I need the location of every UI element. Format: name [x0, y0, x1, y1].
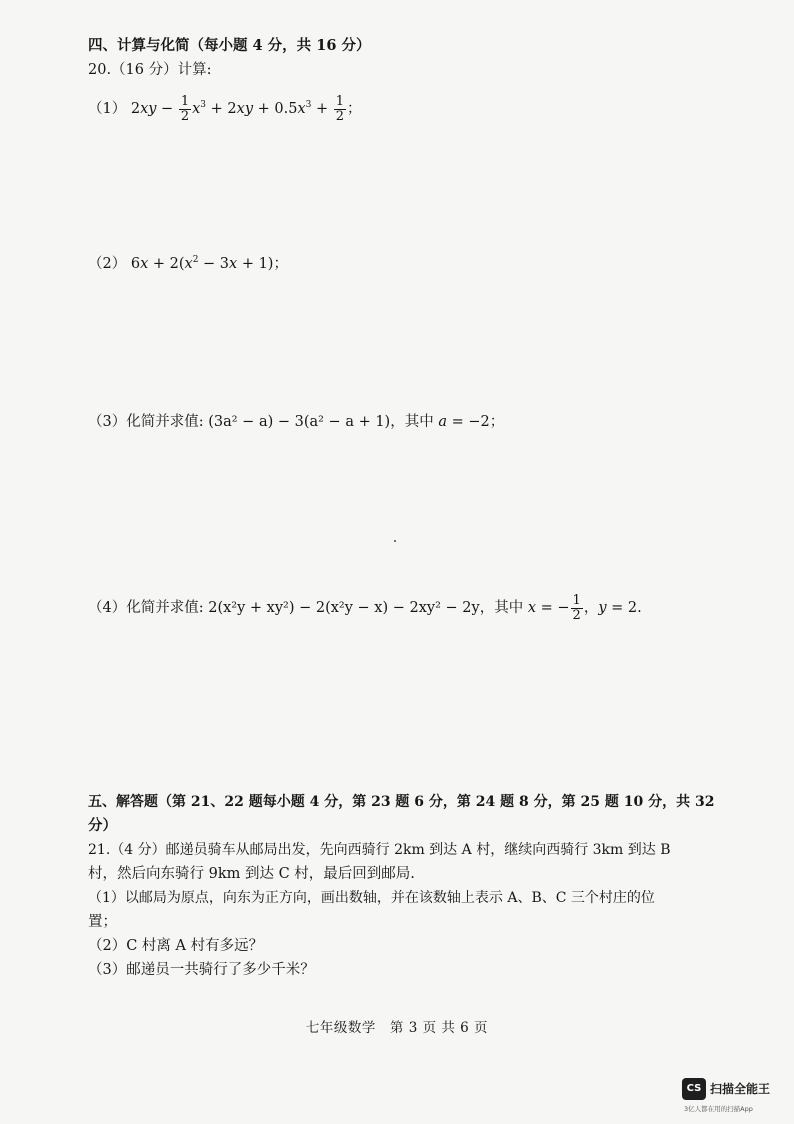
scan-speck [394, 540, 396, 542]
cs-badge-icon: CS [682, 1078, 706, 1100]
question-21-sub-3: （3）邮递员一共骑行了多少千米？ [88, 962, 315, 978]
question-20-intro: 20.（16 分）计算: [88, 62, 212, 78]
part-label: （1） [88, 101, 127, 117]
question-20-part-2: （2） $6x + 2(x^2 - 3x + 1)$； [88, 255, 288, 272]
logo-tagline: 3亿人都在用的扫描App [684, 1105, 753, 1113]
section-heading-5-cont: 分） [88, 817, 117, 834]
question-20-part-3: （3）化简并求值: (3a² − a) − 3(a² − a + 1)，其中 a = −2； [88, 414, 505, 430]
part-label: （4）化简并求值: [88, 600, 204, 616]
question-21-sub-2: （2）C 村离 A 村有多远？ [88, 938, 264, 954]
question-21-sub-1-cont: 置； [88, 914, 117, 930]
part-label: （2） [88, 256, 127, 272]
camscanner-logo [682, 1078, 790, 1118]
page-footer: 七年级数学 第 3 页 共 6 页 [305, 1020, 489, 1036]
logo-name: 扫描全能王 [710, 1082, 771, 1096]
question-21-text-cont: 村，然后向东骑行 9km 到达 C 村，最后回到邮局. [88, 866, 415, 882]
expression: 2(x²y + xy²) − 2(x²y − x) − 2xy² − 2y [208, 600, 480, 616]
expression: (3a² − a) − 3(a² − a + 1) [208, 414, 391, 430]
question-20-part-1: （1） 2xy − $\frac{1}{2}$ $x^3 + 2xy + 0.5x^3$ + $\frac{1}{2}$ ； [88, 93, 362, 124]
section-heading-4: 四、计算与化简（每小题 4 分，共 16 分） [88, 37, 371, 54]
question-20-part-4: （4）化简并求值: 2(x²y + xy²) − 2(x²y − x) − 2xy² − 2y，其中 x = − $\frac{1}{2}$ ，y = 2. [88, 592, 642, 623]
question-21-text: 21.（4 分）邮递员骑车从邮局出发，先向西骑行 2km 到达 A 村，继续向西骑行 3km 到达 B [88, 842, 671, 858]
fraction-half: $\frac{1}{2}$ [572, 592, 581, 623]
question-21-sub-1: （1）以邮局为原点，向东为正方向，画出数轴，并在该数轴上表示 A、B、C 三个村庄的位 [88, 890, 655, 906]
section-heading-5: 五、解答题（第 21、22 题每小题 4 分，第 23 题 6 分，第 24 题 8 分，第 25 题 10 分，共 32 [88, 794, 715, 810]
fraction-half: $\frac{1}{2}$ [180, 93, 190, 124]
part-label: （3）化简并求值: [88, 414, 204, 430]
fraction-half: $\frac{1}{2}$ [335, 93, 345, 124]
